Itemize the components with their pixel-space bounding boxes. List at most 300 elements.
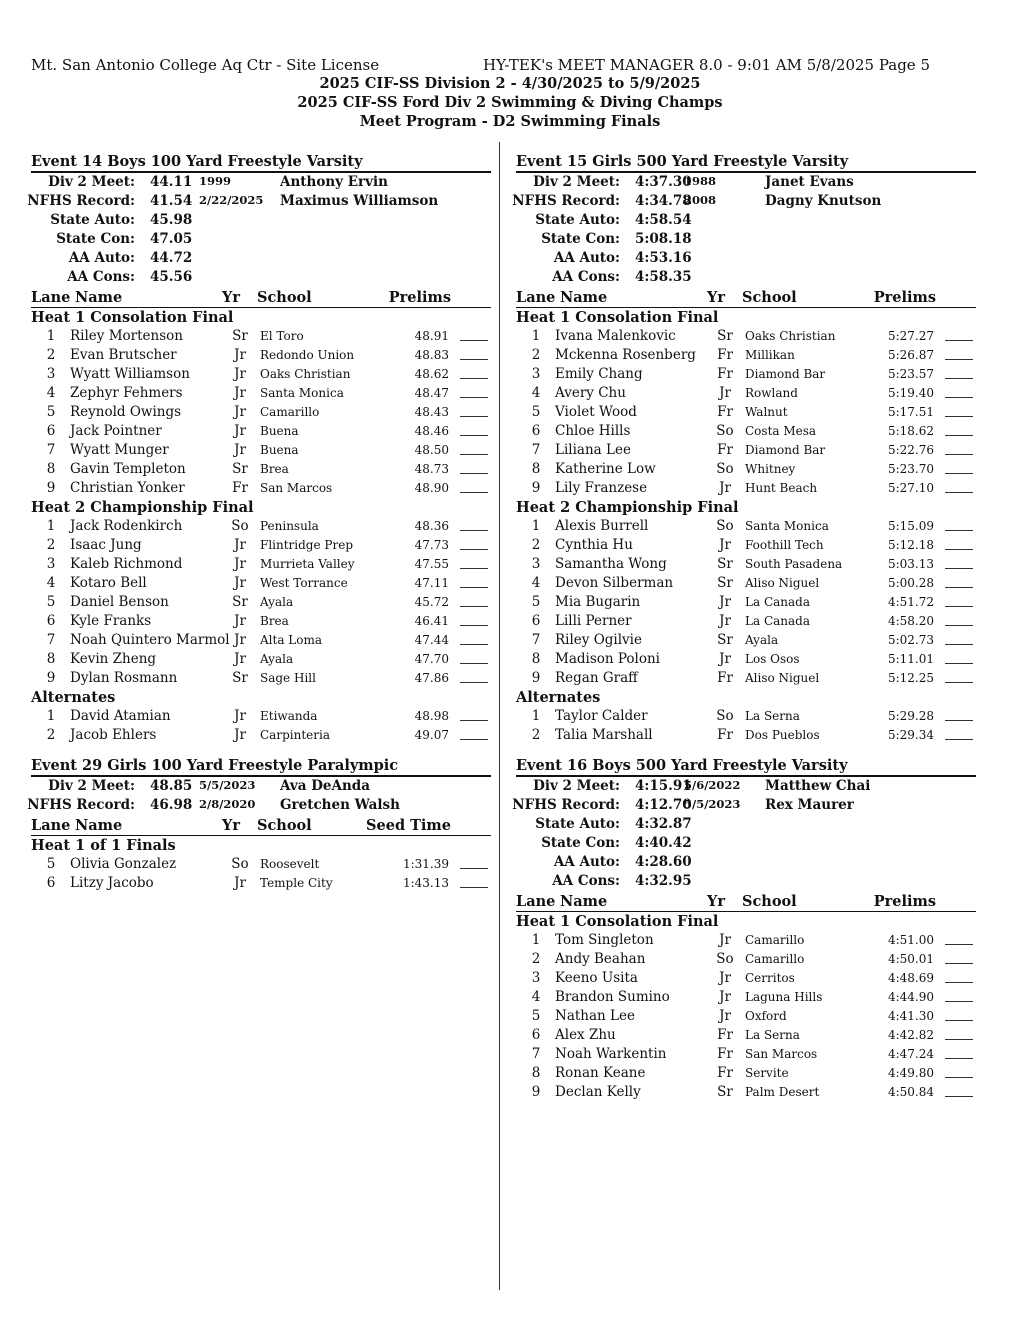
swimmer-school: South Pasadena (745, 557, 843, 571)
result-blank-line (460, 593, 488, 607)
swimmer-name: Kaleb Richmond (70, 556, 183, 572)
result-blank-line (460, 441, 488, 455)
lane-number: 5 (531, 404, 541, 420)
lane-number: 1 (531, 328, 541, 344)
record-row (516, 872, 976, 891)
swimmer-row (31, 403, 491, 422)
record-label: NFHS Record: (512, 193, 620, 209)
swimmer-year: Jr (234, 575, 246, 591)
col-name-header: Name (560, 893, 608, 910)
program-title: Meet Program - D2 Swimming Finals (359, 113, 661, 130)
seed-time: 48.47 (414, 386, 449, 400)
swimmer-row (516, 931, 976, 950)
record-label: AA Cons: (552, 873, 620, 889)
swimmer-name: Talia Marshall (555, 727, 653, 743)
swimmer-row (31, 460, 491, 479)
swimmer-row (516, 517, 976, 536)
result-blank-line (945, 346, 973, 360)
swimmer-school: Oxford (745, 1009, 787, 1023)
swimmer-school: Palm Desert (745, 1085, 820, 1099)
swimmer-row (516, 422, 976, 441)
record-date: 2/22/2025 (199, 193, 264, 207)
swimmer-year: Jr (234, 385, 246, 401)
seed-time: 5:11.01 (887, 652, 934, 666)
swimmer-year: Fr (717, 1046, 733, 1062)
swimmer-school: La Serna (745, 709, 800, 723)
lane-number: 3 (46, 556, 56, 572)
result-blank-line (460, 460, 488, 474)
seed-time: 5:29.28 (887, 709, 934, 723)
swimmer-year: Fr (717, 1065, 733, 1081)
col-lane-header: Lane (516, 893, 556, 910)
swimmer-row (516, 441, 976, 460)
seed-time: 4:41.30 (887, 1009, 934, 1023)
lane-number: 9 (531, 670, 541, 686)
swimmer-row (516, 460, 976, 479)
swimmer-name: Kotaro Bell (70, 575, 147, 591)
swimmer-row (31, 384, 491, 403)
swimmer-school: Carpinteria (260, 728, 330, 742)
seed-time: 4:50.84 (887, 1085, 934, 1099)
swimmer-row (516, 631, 976, 650)
record-row (516, 230, 976, 249)
swimmer-name: Noah Quintero Marmol (70, 632, 230, 648)
swimmer-name: Avery Chu (555, 385, 626, 401)
swimmer-row (516, 650, 976, 669)
record-label: State Auto: (535, 816, 620, 832)
result-blank-line (945, 1064, 973, 1078)
record-holder: Dagny Knutson (765, 193, 882, 209)
result-blank-line (945, 669, 973, 683)
swimmer-year: Jr (719, 651, 731, 667)
result-blank-line (460, 403, 488, 417)
heat-title: Alternates (516, 689, 601, 706)
seed-time: 48.43 (414, 405, 449, 419)
seed-time: 5:18.62 (887, 424, 934, 438)
swimmer-year: Sr (232, 328, 248, 344)
result-blank-line (460, 536, 488, 550)
result-blank-line (945, 422, 973, 436)
record-date: 2/8/2020 (199, 797, 256, 811)
swimmer-school: Oaks Christian (260, 367, 351, 381)
seed-time: 4:49.80 (887, 1066, 934, 1080)
result-blank-line (945, 536, 973, 550)
swimmer-row (31, 479, 491, 498)
result-blank-line (460, 874, 488, 888)
swimmer-name: Madison Poloni (555, 651, 660, 667)
swimmer-name: Zephyr Fehmers (70, 385, 183, 401)
lane-number: 5 (531, 594, 541, 610)
record-label: AA Cons: (67, 269, 135, 285)
result-blank-line (945, 726, 973, 740)
swimmer-year: Jr (719, 970, 731, 986)
seed-time: 48.50 (414, 443, 449, 457)
result-blank-line (945, 988, 973, 1002)
result-blank-line (460, 327, 488, 341)
swimmer-school: Camarillo (745, 933, 805, 947)
record-row (516, 173, 976, 192)
swimmer-year: Jr (234, 442, 246, 458)
record-holder: Ava DeAnda (280, 778, 370, 794)
lane-number: 3 (531, 556, 541, 572)
result-blank-line (945, 1045, 973, 1059)
result-blank-line (945, 384, 973, 398)
lane-number: 6 (531, 423, 541, 439)
lane-number: 1 (531, 708, 541, 724)
seed-time: 48.98 (414, 709, 449, 723)
seed-time: 5:27.27 (887, 329, 934, 343)
result-blank-line (460, 574, 488, 588)
record-date: 5/5/2023 (199, 778, 256, 792)
swimmer-school: Aliso Niguel (745, 671, 820, 685)
swimmer-row (31, 631, 491, 650)
seed-time: 4:44.90 (887, 990, 934, 1004)
swimmer-school: La Serna (745, 1028, 800, 1042)
swimmer-row (31, 346, 491, 365)
record-date: 5/5/2023 (684, 797, 741, 811)
record-label: State Con: (541, 835, 620, 851)
seed-time: 5:17.51 (887, 405, 934, 419)
col-lane-header: Lane (31, 817, 71, 834)
swimmer-year: Jr (234, 404, 246, 420)
swimmer-school: Walnut (745, 405, 788, 419)
swimmer-year: Jr (234, 537, 246, 553)
meet-title: 2025 CIF-SS Division 2 - 4/30/2025 to 5/9/2025 (319, 75, 701, 92)
swimmer-year: Jr (234, 347, 246, 363)
swimmer-name: Riley Ogilvie (555, 632, 642, 648)
swimmer-name: Keeno Usita (555, 970, 638, 986)
lane-number: 7 (531, 632, 541, 648)
swimmer-row (31, 707, 491, 726)
record-time: 4:28.60 (635, 854, 692, 870)
swimmer-name: Violet Wood (555, 404, 637, 420)
seed-time: 4:47.24 (887, 1047, 934, 1061)
lane-number: 8 (46, 651, 56, 667)
record-time: 4:40.42 (635, 835, 692, 851)
lane-number: 4 (46, 575, 56, 591)
lane-number: 2 (531, 537, 541, 553)
record-time: 4:15.91 (635, 778, 692, 794)
lane-number: 9 (46, 670, 56, 686)
result-blank-line (945, 574, 973, 588)
swimmer-row (516, 346, 976, 365)
left-column (27, 153, 491, 905)
swimmer-name: Taylor Calder (555, 708, 648, 724)
record-date: 1988 (684, 174, 717, 188)
swimmer-year: Fr (717, 347, 733, 363)
record-holder: Maximus Williamson (280, 193, 439, 209)
seed-time: 47.73 (414, 538, 449, 552)
seed-time: 4:48.69 (887, 971, 934, 985)
swimmer-school: Brea (260, 614, 289, 628)
result-blank-line (460, 365, 488, 379)
swimmer-school: Brea (260, 462, 289, 476)
result-blank-line (460, 555, 488, 569)
swimmer-year: Jr (719, 385, 731, 401)
seed-time: 5:27.10 (887, 481, 934, 495)
swimmer-year: So (716, 423, 734, 439)
swimmer-school: Cerritos (745, 971, 795, 985)
record-time: 45.56 (150, 269, 193, 285)
meet-subtitle: 2025 CIF-SS Ford Div 2 Swimming & Diving Champs (297, 94, 723, 111)
result-blank-line (945, 931, 973, 945)
event-title: Event 14 Boys 100 Yard Freestyle Varsity (31, 153, 491, 173)
swimmer-row (516, 593, 976, 612)
swimmer-year: So (716, 518, 734, 534)
swimmer-row (516, 1083, 976, 1102)
swimmer-name: Devon Silberman (555, 575, 674, 591)
record-label: AA Auto: (553, 250, 620, 266)
swimmer-year: Jr (719, 613, 731, 629)
result-blank-line (460, 346, 488, 360)
heat-title: Heat 1 Consolation Final (516, 309, 719, 326)
swimmer-year: Fr (717, 404, 733, 420)
record-date: 5/6/2022 (684, 778, 741, 792)
swimmer-school: Whitney (745, 462, 796, 476)
swimmer-school: Buena (260, 424, 299, 438)
record-row (27, 192, 491, 211)
result-blank-line (945, 612, 973, 626)
record-holder: Matthew Chai (765, 778, 871, 794)
record-time: 48.85 (150, 778, 193, 794)
col-yr-header: Yr (222, 817, 240, 834)
lane-number: 8 (531, 651, 541, 667)
swimmer-name: Wyatt Munger (70, 442, 169, 458)
swimmer-school: Ayala (260, 652, 294, 666)
swimmer-name: Andy Beahan (555, 951, 646, 967)
event-block (512, 153, 976, 745)
lane-number: 6 (531, 613, 541, 629)
swimmer-name: Liliana Lee (555, 442, 631, 458)
swimmer-year: Fr (717, 442, 733, 458)
swimmer-row (516, 574, 976, 593)
record-row (31, 249, 491, 268)
record-time: 4:37.30 (635, 174, 692, 190)
record-row (31, 230, 491, 249)
seed-time: 5:12.18 (887, 538, 934, 552)
swimmer-year: Jr (719, 480, 731, 496)
swimmer-school: San Marcos (260, 481, 333, 495)
record-row (27, 796, 491, 815)
record-row (516, 815, 976, 834)
record-label: Div 2 Meet: (533, 778, 620, 794)
swimmer-name: Isaac Jung (70, 537, 142, 553)
column-headers (31, 288, 491, 308)
swimmer-year: Jr (234, 556, 246, 572)
swimmer-year: Jr (234, 423, 246, 439)
swimmer-year: Jr (719, 989, 731, 1005)
event-block (27, 153, 491, 745)
swimmer-row (31, 441, 491, 460)
result-blank-line (460, 422, 488, 436)
lane-number: 1 (46, 708, 56, 724)
lane-number: 5 (531, 1008, 541, 1024)
record-label: AA Auto: (68, 250, 135, 266)
swimmer-year: Jr (719, 594, 731, 610)
result-blank-line (460, 669, 488, 683)
result-blank-line (460, 726, 488, 740)
swimmer-row (516, 327, 976, 346)
swimmer-name: Samantha Wong (555, 556, 667, 572)
swimmer-year: Jr (234, 651, 246, 667)
result-blank-line (945, 1083, 973, 1097)
lane-number: 6 (46, 423, 56, 439)
swimmer-year: Fr (717, 1027, 733, 1043)
swimmer-row (516, 969, 976, 988)
result-blank-line (460, 612, 488, 626)
lane-number: 2 (46, 727, 56, 743)
swimmer-name: Nathan Lee (555, 1008, 635, 1024)
lane-number: 4 (46, 385, 56, 401)
lane-number: 2 (531, 951, 541, 967)
lane-number: 9 (531, 1084, 541, 1100)
column-headers (516, 892, 976, 912)
swimmer-school: Camarillo (745, 952, 805, 966)
record-row (31, 777, 491, 796)
swimmer-name: Emily Chang (555, 366, 643, 382)
record-row (512, 192, 976, 211)
swimmer-year: Sr (717, 328, 733, 344)
result-blank-line (945, 403, 973, 417)
record-time: 4:58.35 (635, 269, 692, 285)
swimmer-year: So (716, 951, 734, 967)
swimmer-year: Sr (232, 670, 248, 686)
swimmer-school: Buena (260, 443, 299, 457)
swimmer-name: Lilli Perner (555, 613, 632, 629)
seed-time: 5:15.09 (887, 519, 934, 533)
swimmer-row (516, 479, 976, 498)
lane-number: 7 (46, 632, 56, 648)
record-row (31, 173, 491, 192)
swimmer-name: Mckenna Rosenberg (555, 347, 696, 363)
swimmer-school: Alta Loma (260, 633, 323, 647)
swimmer-school: La Canada (745, 595, 810, 609)
swimmer-name: Mia Bugarin (555, 594, 641, 610)
swimmer-year: So (716, 708, 734, 724)
lane-number: 3 (531, 366, 541, 382)
swimmer-year: So (231, 518, 249, 534)
seed-time: 47.44 (414, 633, 449, 647)
swimmer-name: Brandon Sumino (555, 989, 670, 1005)
seed-time: 45.72 (414, 595, 449, 609)
swimmer-year: Sr (232, 594, 248, 610)
col-name-header: Name (75, 289, 123, 306)
swimmer-school: Servite (745, 1066, 789, 1080)
swimmer-year: Jr (719, 537, 731, 553)
seed-time: 48.36 (414, 519, 449, 533)
lane-number: 1 (46, 518, 56, 534)
swimmer-year: Jr (234, 727, 246, 743)
record-date: 1999 (199, 174, 232, 188)
lane-number: 1 (531, 932, 541, 948)
swimmer-year: So (231, 856, 249, 872)
result-blank-line (460, 855, 488, 869)
seed-time: 48.73 (414, 462, 449, 476)
swimmer-name: Declan Kelly (555, 1084, 641, 1100)
result-blank-line (945, 517, 973, 531)
swimmer-name: Cynthia Hu (555, 537, 633, 553)
lane-number: 6 (46, 613, 56, 629)
result-blank-line (460, 650, 488, 664)
record-time: 45.98 (150, 212, 193, 228)
swimmer-school: Diamond Bar (745, 367, 826, 381)
swimmer-school: Dos Pueblos (745, 728, 820, 742)
swimmer-school: Rowland (745, 386, 798, 400)
lane-number: 8 (531, 1065, 541, 1081)
seed-time: 49.07 (414, 728, 449, 742)
seed-time: 48.90 (414, 481, 449, 495)
record-row (512, 796, 976, 815)
swimmer-year: Sr (717, 632, 733, 648)
swimmer-row (31, 365, 491, 384)
swimmer-school: Diamond Bar (745, 443, 826, 457)
swimmer-row (516, 1045, 976, 1064)
swimmer-name: Jack Pointner (70, 423, 162, 439)
swimmer-school: Costa Mesa (745, 424, 817, 438)
seed-time: 4:42.82 (887, 1028, 934, 1042)
lane-number: 5 (46, 856, 56, 872)
swimmer-name: Kyle Franks (70, 613, 152, 629)
swimmer-name: Noah Warkentin (555, 1046, 667, 1062)
swimmer-row (31, 612, 491, 631)
swimmer-school: Foothill Tech (745, 538, 824, 552)
swimmer-school: Ayala (745, 633, 779, 647)
record-time: 4:58.54 (635, 212, 692, 228)
swimmer-name: Ronan Keane (555, 1065, 646, 1081)
col-school-header: School (257, 817, 312, 834)
event-block (27, 757, 491, 893)
swimmer-name: Regan Graff (555, 670, 638, 686)
col-lane-header: Lane (516, 289, 556, 306)
swimmer-name: Wyatt Williamson (70, 366, 190, 382)
record-row (31, 268, 491, 287)
record-label: State Auto: (50, 212, 135, 228)
swimmer-name: Dylan Rosmann (70, 670, 178, 686)
result-blank-line (945, 441, 973, 455)
result-blank-line (460, 707, 488, 721)
record-label: State Con: (541, 231, 620, 247)
record-date: 2008 (684, 193, 717, 207)
record-label: State Auto: (535, 212, 620, 228)
seed-time: 5:23.57 (887, 367, 934, 381)
record-holder: Janet Evans (765, 174, 854, 190)
record-label: Div 2 Meet: (533, 174, 620, 190)
col-yr-header: Yr (707, 289, 725, 306)
swimmer-school: Hunt Beach (745, 481, 818, 495)
right-column (512, 153, 976, 1114)
record-time: 4:32.95 (635, 873, 692, 889)
lane-number: 8 (531, 461, 541, 477)
col-name-header: Name (560, 289, 608, 306)
swimmer-school: Aliso Niguel (745, 576, 820, 590)
heat-title: Heat 2 Championship Final (31, 499, 254, 516)
swimmer-school: Camarillo (260, 405, 320, 419)
seed-time: 4:58.20 (887, 614, 934, 628)
swimmer-year: Jr (719, 932, 731, 948)
swimmer-year: Jr (234, 366, 246, 382)
swimmer-name: Alex Zhu (555, 1027, 616, 1043)
swimmer-school: Temple City (260, 876, 333, 890)
swimmer-name: Christian Yonker (70, 480, 185, 496)
swimmer-year: Jr (719, 1008, 731, 1024)
seed-time: 48.83 (414, 348, 449, 362)
heat-title: Heat 1 of 1 Finals (31, 837, 176, 854)
swimmer-name: Evan Brutscher (70, 347, 177, 363)
result-blank-line (945, 1026, 973, 1040)
record-label: NFHS Record: (27, 797, 135, 813)
swimmer-row (516, 555, 976, 574)
swimmer-name: Riley Mortenson (70, 328, 183, 344)
